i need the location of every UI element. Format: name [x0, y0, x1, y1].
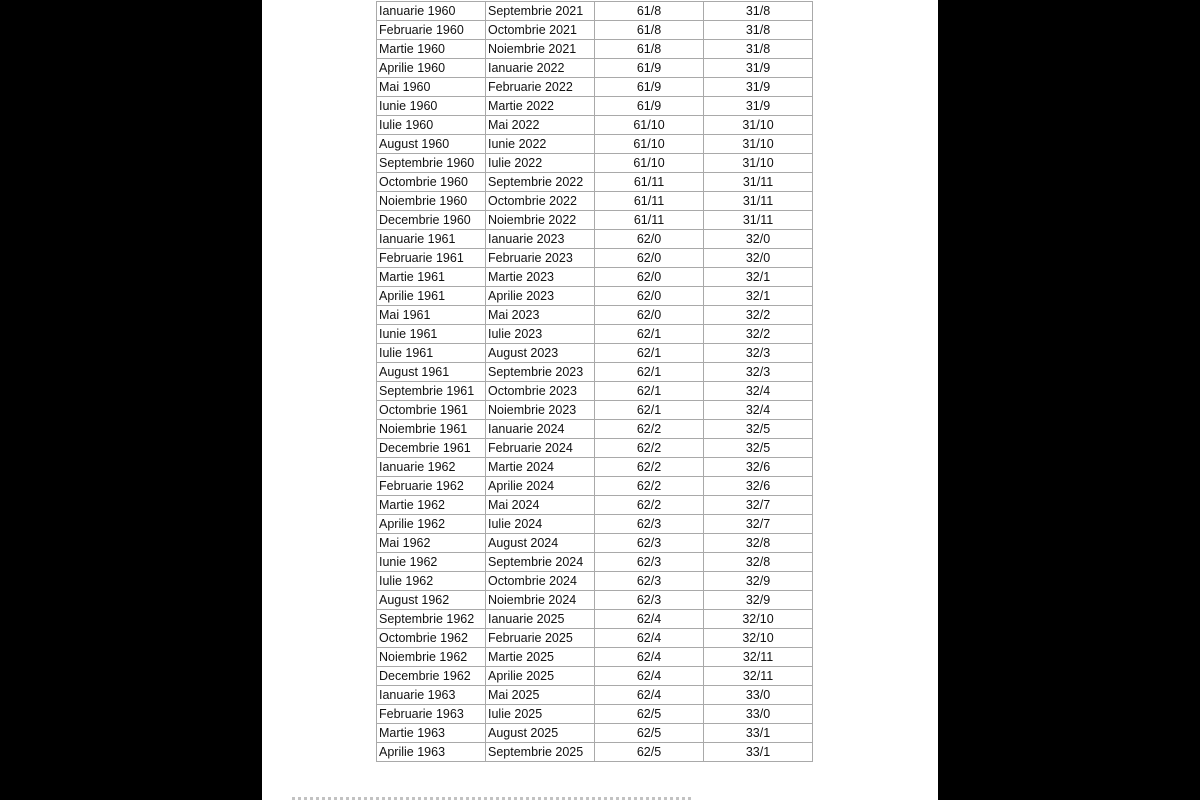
standard-age-cell: 61/9	[595, 78, 704, 97]
contribution-period-cell: 32/5	[704, 439, 813, 458]
standard-age-cell: 62/1	[595, 382, 704, 401]
table-row	[377, 325, 813, 344]
retirement-date-cell: Februarie 2024	[486, 439, 595, 458]
standard-age-cell: 62/3	[595, 515, 704, 534]
contribution-period-cell: 32/4	[704, 382, 813, 401]
retirement-date-cell: Iulie 2025	[486, 705, 595, 724]
table-row	[377, 629, 813, 648]
table-row	[377, 743, 813, 762]
contribution-period-cell: 33/1	[704, 743, 813, 762]
retirement-date-cell: Martie 2023	[486, 268, 595, 287]
table-row	[377, 78, 813, 97]
birth-date-cell: Octombrie 1960	[377, 173, 486, 192]
birth-date-cell: Ianuarie 1960	[377, 2, 486, 21]
standard-age-cell: 62/2	[595, 420, 704, 439]
contribution-period-cell: 33/1	[704, 724, 813, 743]
retirement-date-cell: Martie 2022	[486, 97, 595, 116]
table-row	[377, 724, 813, 743]
table-row	[377, 572, 813, 591]
standard-age-cell: 62/4	[595, 648, 704, 667]
birth-date-cell: Iulie 1962	[377, 572, 486, 591]
table-row	[377, 173, 813, 192]
table-row	[377, 515, 813, 534]
table-row	[377, 667, 813, 686]
retirement-date-cell: Aprilie 2024	[486, 477, 595, 496]
standard-age-cell: 62/2	[595, 477, 704, 496]
table-row	[377, 534, 813, 553]
retirement-date-cell: Iunie 2022	[486, 135, 595, 154]
standard-age-cell: 61/9	[595, 59, 704, 78]
standard-age-cell: 62/3	[595, 572, 704, 591]
birth-date-cell: Decembrie 1961	[377, 439, 486, 458]
table-row	[377, 192, 813, 211]
standard-age-cell: 62/3	[595, 591, 704, 610]
birth-date-cell: Martie 1963	[377, 724, 486, 743]
birth-date-cell: Mai 1961	[377, 306, 486, 325]
birth-date-cell: Martie 1962	[377, 496, 486, 515]
contribution-period-cell: 32/11	[704, 648, 813, 667]
retirement-date-cell: Ianuarie 2024	[486, 420, 595, 439]
birth-date-cell: Septembrie 1960	[377, 154, 486, 173]
birth-date-cell: Noiembrie 1960	[377, 192, 486, 211]
standard-age-cell: 61/10	[595, 116, 704, 135]
retirement-date-cell: Iulie 2022	[486, 154, 595, 173]
retirement-date-cell: Mai 2022	[486, 116, 595, 135]
retirement-date-cell: Noiembrie 2022	[486, 211, 595, 230]
table-row	[377, 97, 813, 116]
standard-age-cell: 61/8	[595, 21, 704, 40]
standard-age-cell: 61/11	[595, 211, 704, 230]
contribution-period-cell: 32/5	[704, 420, 813, 439]
document-page	[262, 0, 938, 800]
standard-age-cell: 61/11	[595, 192, 704, 211]
birth-date-cell: Mai 1962	[377, 534, 486, 553]
retirement-date-cell: Iulie 2024	[486, 515, 595, 534]
birth-date-cell: Aprilie 1963	[377, 743, 486, 762]
retirement-date-cell: Septembrie 2022	[486, 173, 595, 192]
birth-date-cell: Ianuarie 1962	[377, 458, 486, 477]
retirement-date-cell: Februarie 2025	[486, 629, 595, 648]
retirement-date-cell: Septembrie 2024	[486, 553, 595, 572]
retirement-date-cell: Septembrie 2025	[486, 743, 595, 762]
retirement-date-cell: Mai 2023	[486, 306, 595, 325]
contribution-period-cell: 33/0	[704, 705, 813, 724]
standard-age-cell: 62/1	[595, 325, 704, 344]
standard-age-cell: 62/2	[595, 496, 704, 515]
retirement-date-cell: Noiembrie 2021	[486, 40, 595, 59]
birth-date-cell: Decembrie 1960	[377, 211, 486, 230]
retirement-date-cell: Octombrie 2021	[486, 21, 595, 40]
table-row	[377, 135, 813, 154]
standard-age-cell: 62/4	[595, 629, 704, 648]
birth-date-cell: Iulie 1961	[377, 344, 486, 363]
birth-date-cell: Februarie 1963	[377, 705, 486, 724]
birth-date-cell: Martie 1960	[377, 40, 486, 59]
birth-date-cell: Aprilie 1961	[377, 287, 486, 306]
birth-date-cell: Aprilie 1962	[377, 515, 486, 534]
retirement-date-cell: Februarie 2023	[486, 249, 595, 268]
retirement-date-cell: Ianuarie 2022	[486, 59, 595, 78]
birth-date-cell: Aprilie 1960	[377, 59, 486, 78]
contribution-period-cell: 32/10	[704, 610, 813, 629]
table-row	[377, 610, 813, 629]
table-row	[377, 439, 813, 458]
standard-age-cell: 62/4	[595, 667, 704, 686]
table-row	[377, 420, 813, 439]
birth-date-cell: Noiembrie 1962	[377, 648, 486, 667]
table-row	[377, 591, 813, 610]
table-body	[377, 2, 813, 762]
retirement-date-cell: Aprilie 2023	[486, 287, 595, 306]
contribution-period-cell: 32/9	[704, 591, 813, 610]
contribution-period-cell: 31/9	[704, 97, 813, 116]
contribution-period-cell: 32/6	[704, 477, 813, 496]
table-row	[377, 553, 813, 572]
standard-age-cell: 62/4	[595, 686, 704, 705]
birth-date-cell: Septembrie 1962	[377, 610, 486, 629]
contribution-period-cell: 32/3	[704, 344, 813, 363]
standard-age-cell: 62/5	[595, 743, 704, 762]
standard-age-cell: 62/1	[595, 344, 704, 363]
standard-age-cell: 62/0	[595, 268, 704, 287]
table-row	[377, 477, 813, 496]
contribution-period-cell: 31/11	[704, 192, 813, 211]
birth-date-cell: Februarie 1962	[377, 477, 486, 496]
contribution-period-cell: 32/0	[704, 249, 813, 268]
table-row	[377, 268, 813, 287]
retirement-date-cell: Septembrie 2023	[486, 363, 595, 382]
table-row	[377, 705, 813, 724]
contribution-period-cell: 32/7	[704, 515, 813, 534]
table-row	[377, 686, 813, 705]
standard-age-cell: 62/1	[595, 363, 704, 382]
birth-date-cell: August 1961	[377, 363, 486, 382]
contribution-period-cell: 32/9	[704, 572, 813, 591]
standard-age-cell: 61/9	[595, 97, 704, 116]
standard-age-cell: 61/11	[595, 173, 704, 192]
contribution-period-cell: 31/8	[704, 2, 813, 21]
table-row	[377, 287, 813, 306]
retirement-date-cell: Octombrie 2024	[486, 572, 595, 591]
birth-date-cell: Iunie 1962	[377, 553, 486, 572]
birth-date-cell: Iunie 1960	[377, 97, 486, 116]
contribution-period-cell: 32/2	[704, 325, 813, 344]
table-row	[377, 40, 813, 59]
retirement-date-cell: Ianuarie 2025	[486, 610, 595, 629]
contribution-period-cell: 32/11	[704, 667, 813, 686]
birth-date-cell: Februarie 1961	[377, 249, 486, 268]
contribution-period-cell: 31/10	[704, 116, 813, 135]
standard-age-cell: 62/3	[595, 553, 704, 572]
birth-date-cell: Mai 1960	[377, 78, 486, 97]
contribution-period-cell: 31/8	[704, 40, 813, 59]
standard-age-cell: 62/0	[595, 230, 704, 249]
table-row	[377, 116, 813, 135]
birth-date-cell: Februarie 1960	[377, 21, 486, 40]
contribution-period-cell: 31/10	[704, 135, 813, 154]
contribution-period-cell: 32/0	[704, 230, 813, 249]
table-row	[377, 230, 813, 249]
retirement-date-cell: Februarie 2022	[486, 78, 595, 97]
contribution-period-cell: 33/0	[704, 686, 813, 705]
table-row	[377, 306, 813, 325]
table-row	[377, 458, 813, 477]
standard-age-cell: 62/5	[595, 705, 704, 724]
table-row	[377, 21, 813, 40]
table-row	[377, 496, 813, 515]
standard-age-cell: 61/10	[595, 135, 704, 154]
standard-age-cell: 62/5	[595, 724, 704, 743]
contribution-period-cell: 32/8	[704, 553, 813, 572]
contribution-period-cell: 31/10	[704, 154, 813, 173]
birth-date-cell: August 1960	[377, 135, 486, 154]
contribution-period-cell: 31/11	[704, 173, 813, 192]
table-row	[377, 382, 813, 401]
contribution-period-cell: 31/8	[704, 21, 813, 40]
table-row	[377, 249, 813, 268]
contribution-period-cell: 32/4	[704, 401, 813, 420]
retirement-schedule-table	[376, 1, 813, 762]
retirement-date-cell: Mai 2025	[486, 686, 595, 705]
table-row	[377, 59, 813, 78]
retirement-date-cell: Noiembrie 2023	[486, 401, 595, 420]
birth-date-cell: Ianuarie 1963	[377, 686, 486, 705]
contribution-period-cell: 32/6	[704, 458, 813, 477]
birth-date-cell: Octombrie 1961	[377, 401, 486, 420]
standard-age-cell: 62/2	[595, 458, 704, 477]
contribution-period-cell: 31/9	[704, 59, 813, 78]
retirement-date-cell: August 2024	[486, 534, 595, 553]
table-row	[377, 2, 813, 21]
retirement-date-cell: Iulie 2023	[486, 325, 595, 344]
retirement-date-cell: Martie 2025	[486, 648, 595, 667]
standard-age-cell: 62/4	[595, 610, 704, 629]
birth-date-cell: Iulie 1960	[377, 116, 486, 135]
birth-date-cell: Noiembrie 1961	[377, 420, 486, 439]
standard-age-cell: 61/8	[595, 40, 704, 59]
retirement-date-cell: Martie 2024	[486, 458, 595, 477]
contribution-period-cell: 32/1	[704, 287, 813, 306]
contribution-period-cell: 32/8	[704, 534, 813, 553]
retirement-date-cell: August 2023	[486, 344, 595, 363]
birth-date-cell: Octombrie 1962	[377, 629, 486, 648]
standard-age-cell: 62/0	[595, 287, 704, 306]
contribution-period-cell: 32/1	[704, 268, 813, 287]
retirement-date-cell: Octombrie 2022	[486, 192, 595, 211]
contribution-period-cell: 32/10	[704, 629, 813, 648]
standard-age-cell: 61/8	[595, 2, 704, 21]
standard-age-cell: 62/3	[595, 534, 704, 553]
retirement-date-cell: Septembrie 2021	[486, 2, 595, 21]
contribution-period-cell: 32/7	[704, 496, 813, 515]
contribution-period-cell: 32/3	[704, 363, 813, 382]
retirement-date-cell: Aprilie 2025	[486, 667, 595, 686]
birth-date-cell: Ianuarie 1961	[377, 230, 486, 249]
table-row	[377, 648, 813, 667]
contribution-period-cell: 31/11	[704, 211, 813, 230]
retirement-date-cell: Noiembrie 2024	[486, 591, 595, 610]
birth-date-cell: Decembrie 1962	[377, 667, 486, 686]
birth-date-cell: Iunie 1961	[377, 325, 486, 344]
retirement-date-cell: Mai 2024	[486, 496, 595, 515]
table-row	[377, 344, 813, 363]
standard-age-cell: 62/0	[595, 249, 704, 268]
standard-age-cell: 62/2	[595, 439, 704, 458]
standard-age-cell: 62/1	[595, 401, 704, 420]
table-row	[377, 401, 813, 420]
birth-date-cell: Septembrie 1961	[377, 382, 486, 401]
contribution-period-cell: 31/9	[704, 78, 813, 97]
table-row	[377, 154, 813, 173]
table-row	[377, 363, 813, 382]
birth-date-cell: Martie 1961	[377, 268, 486, 287]
retirement-date-cell: August 2025	[486, 724, 595, 743]
table-row	[377, 211, 813, 230]
standard-age-cell: 61/10	[595, 154, 704, 173]
birth-date-cell: August 1962	[377, 591, 486, 610]
retirement-date-cell: Octombrie 2023	[486, 382, 595, 401]
contribution-period-cell: 32/2	[704, 306, 813, 325]
retirement-date-cell: Ianuarie 2023	[486, 230, 595, 249]
standard-age-cell: 62/0	[595, 306, 704, 325]
